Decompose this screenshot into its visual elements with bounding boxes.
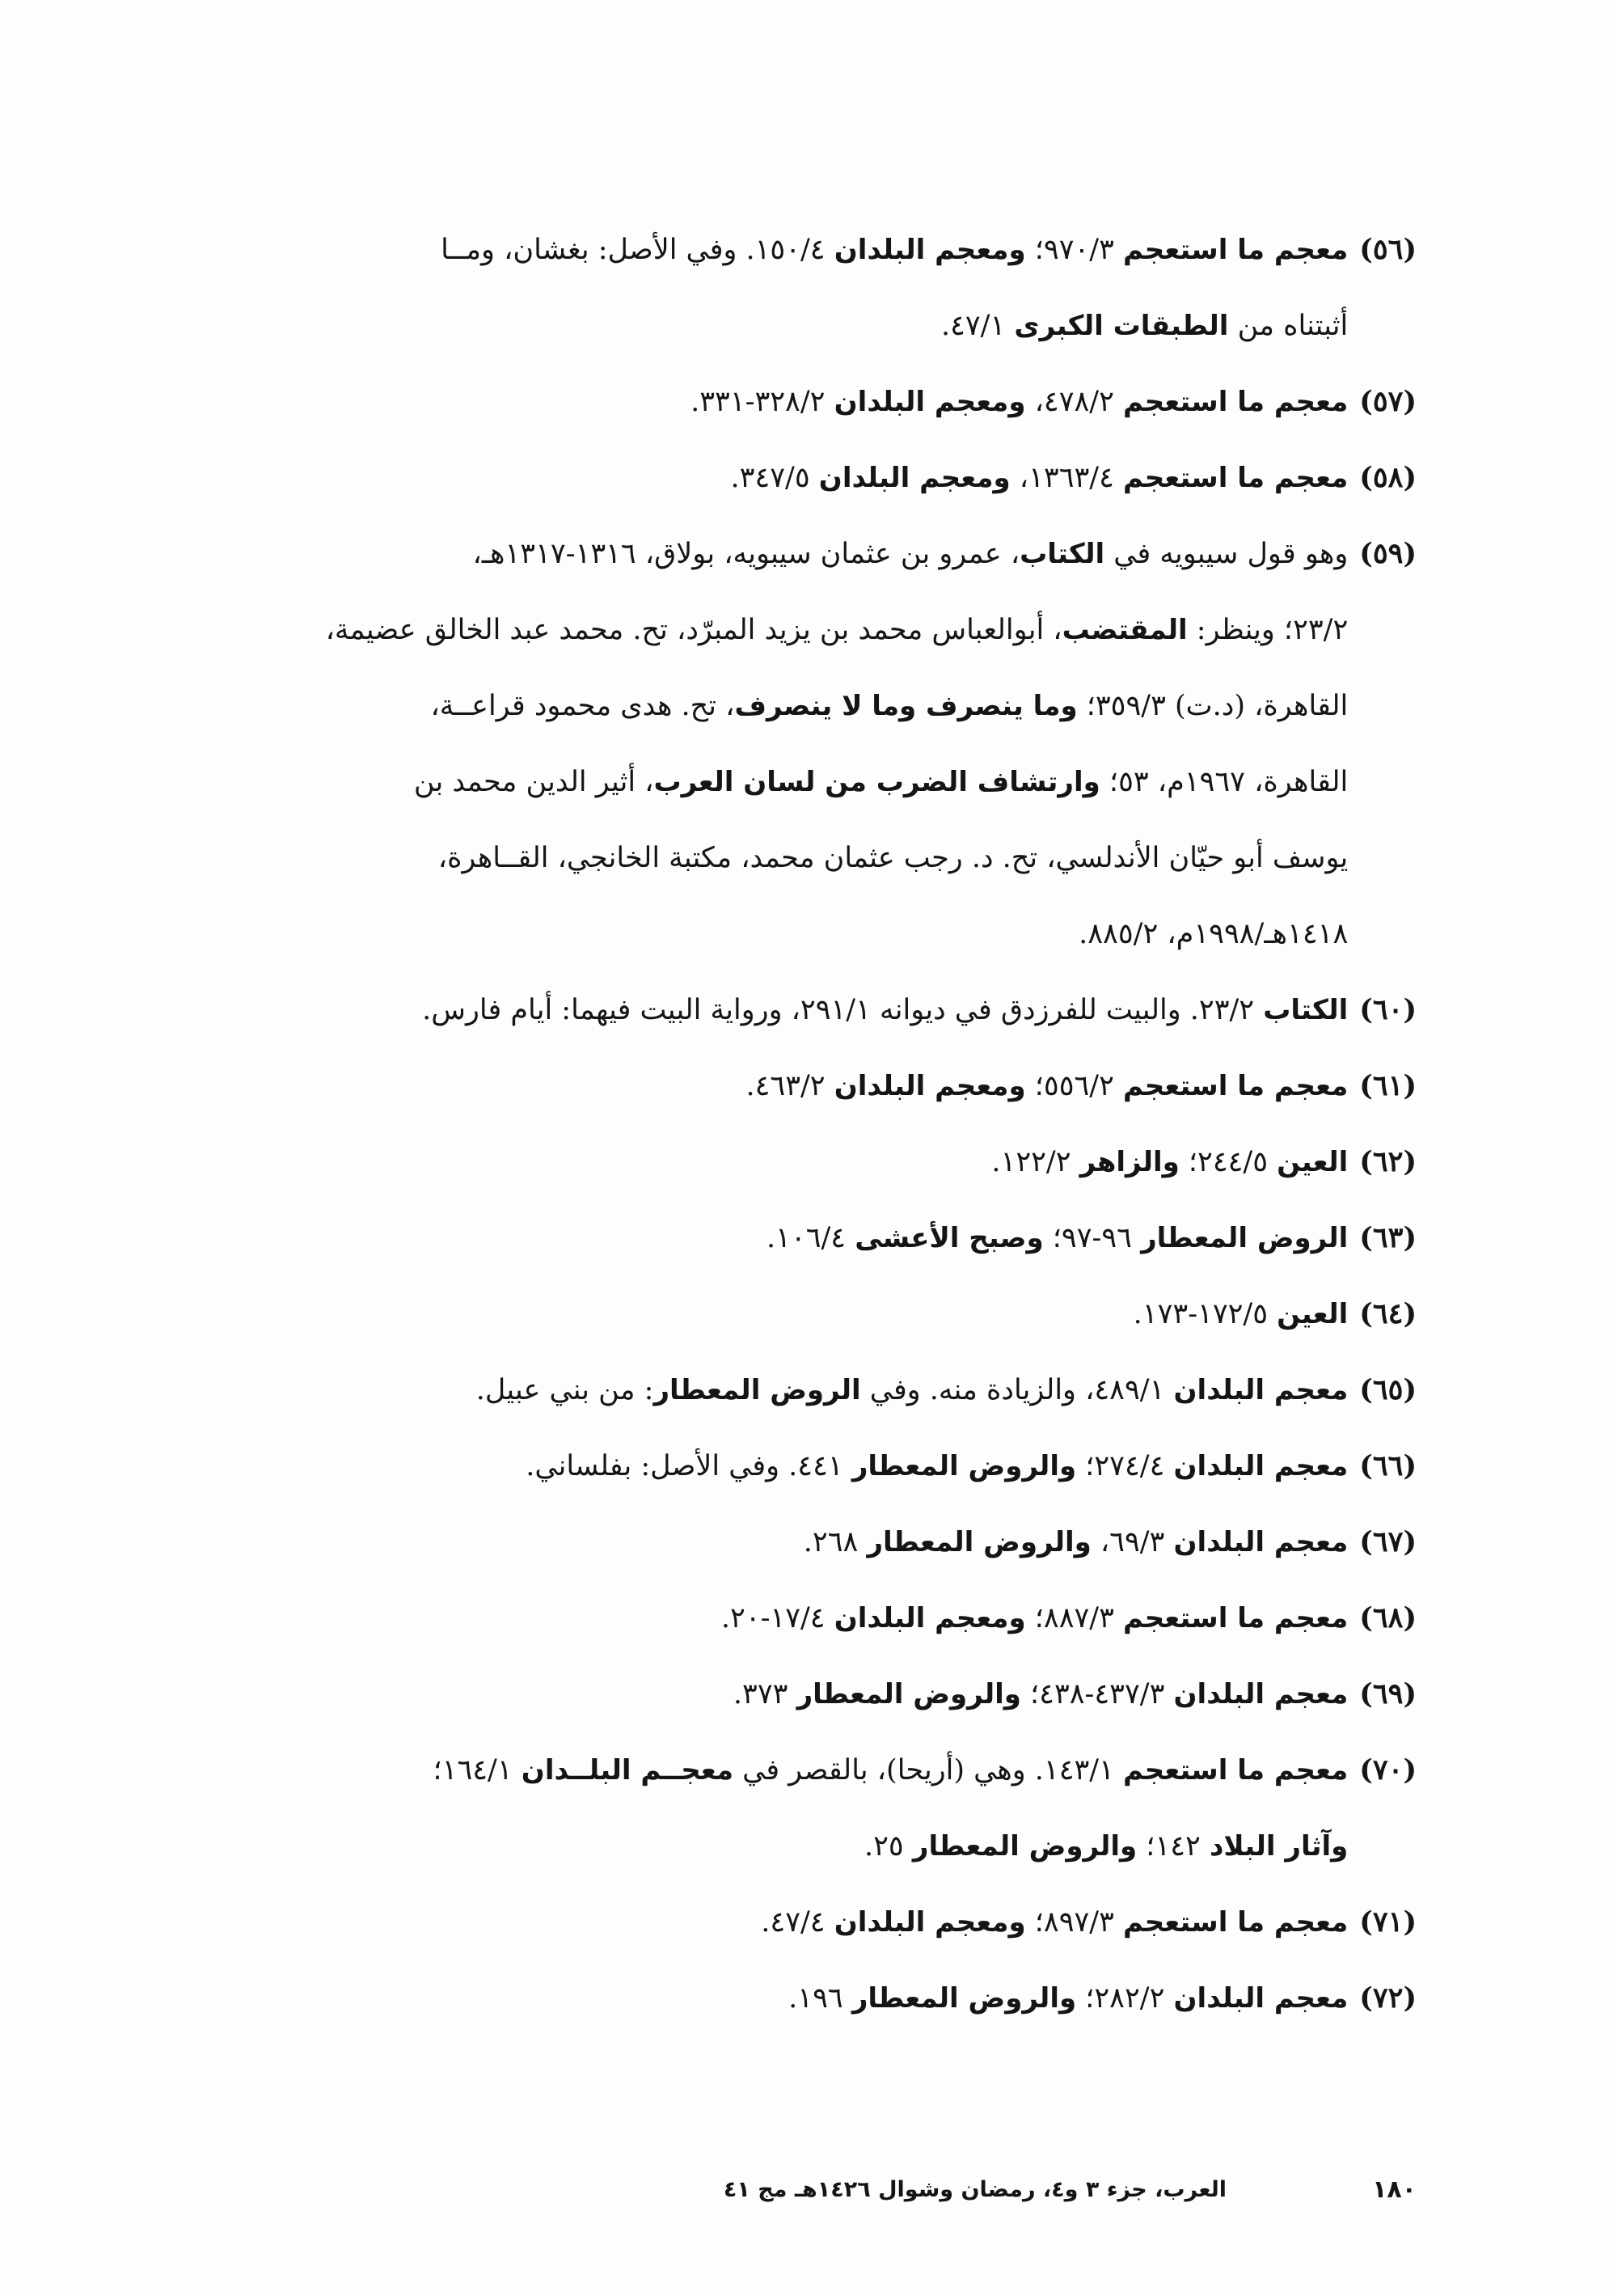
footnote-continuation — [171, 288, 1417, 364]
footnote — [171, 1960, 1417, 2036]
source-title: والروض المعطار — [912, 1830, 1138, 1863]
footnote — [171, 212, 1417, 288]
citation-text: القاهرة، (د.ت) ٣٥٩/٣؛ — [1077, 690, 1349, 722]
footnote-text — [171, 1884, 1348, 1960]
source-title: وارتشاف الضرب من لسان العرب — [653, 766, 1100, 798]
footnote-text — [171, 1656, 1348, 1732]
source-title: ومعجم البلدان — [834, 234, 1026, 266]
footnote-number: (٧١) — [1359, 1905, 1417, 1939]
citation-text: ٦٩/٣، — [1091, 1526, 1174, 1558]
source-title: معجم ما استعجم — [1123, 1070, 1349, 1102]
footnote — [171, 1048, 1417, 1124]
footnote — [171, 1580, 1417, 1656]
footnote-number: (٧٢) — [1359, 1981, 1417, 2015]
source-title: العين — [1277, 1146, 1349, 1178]
source-title: ومعجم البلدان — [834, 1602, 1026, 1634]
citation-text: ٢٣/٢. والبيت للفرزدق في ديوانه ٢٩١/١، ورواية البيت فيهما: أيام فارس. — [422, 994, 1264, 1026]
footnote-number: (٦٠) — [1359, 993, 1417, 1026]
footnote — [171, 1200, 1417, 1276]
source-title: معجم ما استعجم — [1123, 462, 1349, 494]
source-title: معجم ما استعجم — [1123, 1906, 1349, 1939]
citation-text: ٢٥. — [864, 1830, 913, 1863]
footnote — [171, 1276, 1417, 1352]
citation-text: ٣٤٧/٥. — [730, 462, 819, 494]
citation-text: ١٩٦. — [788, 1982, 852, 2015]
citation-text: ٤٧/٤. — [761, 1906, 834, 1939]
citation-text: ١٤١٨هـ/١٩٩٨م، ٨٨٥/٢. — [1079, 918, 1349, 950]
source-title: والروض المعطار — [851, 1450, 1077, 1482]
footnote-text — [171, 1580, 1348, 1656]
citation-text: ٢٧٤/٤؛ — [1076, 1450, 1174, 1482]
footnote — [171, 1504, 1417, 1580]
citation-text: ٢٦٨. — [803, 1526, 868, 1558]
source-title: ومعجم البلدان — [818, 462, 1011, 494]
citation-text: ٤٨٩/١، والزيادة منه. وفي — [860, 1374, 1174, 1406]
source-title: المقتضب — [1062, 614, 1188, 646]
footnote-continuation — [171, 592, 1417, 668]
footnote — [171, 1428, 1417, 1504]
source-title: ومعجم البلدان — [834, 1070, 1026, 1102]
footnote-text — [171, 1504, 1348, 1580]
citation-text: ٤٦٣/٢. — [745, 1070, 834, 1102]
footnote-text — [171, 1352, 1348, 1428]
footnote-text — [171, 668, 1348, 744]
footnote-number: (٦٣) — [1359, 1221, 1417, 1254]
citation-text: ، تح. هدى محمود قراعــة، — [430, 690, 735, 722]
citation-text: ، أبوالعباس محمد بن يزيد المبرّد، تح. محمد عبد الخالق عضيمة، — [325, 614, 1062, 646]
footnote-text — [171, 288, 1348, 364]
citation-text: ٤٤١. وفي الأصل: بفلساني. — [526, 1450, 852, 1482]
citation-text: ٣٧٣. — [733, 1678, 797, 1710]
source-title: معجم ما استعجم — [1123, 1602, 1349, 1634]
footnote-number: (٦٨) — [1359, 1601, 1417, 1634]
citation-text: ١٥٠/٤. وفي الأصل: بغشان، ومــا — [441, 234, 834, 266]
citation-text: ٤٧/١. — [940, 310, 1015, 342]
source-title: العين — [1277, 1298, 1349, 1330]
source-title: ومعجم البلدان — [834, 1906, 1026, 1939]
footnote-text — [171, 1048, 1348, 1124]
footnote — [171, 1656, 1417, 1732]
citation-text: يوسف أبو حيّان الأندلسي، تح. د. رجب عثمان محمد، مكتبة الخانجي، القــاهرة، — [437, 842, 1349, 874]
footnote-number: (٥٧) — [1359, 385, 1417, 418]
source-title: الروض المعطار — [653, 1374, 861, 1406]
citation-text: ، أثير الدين محمد بن — [413, 766, 654, 798]
source-title: معجم البلدان — [1173, 1678, 1349, 1710]
footnote-text — [171, 1428, 1348, 1504]
citation-text: ٣٢٨/٢-٣٣١. — [690, 386, 834, 418]
footnote-number: (٥٩) — [1359, 537, 1417, 570]
footnote — [171, 972, 1417, 1048]
footnote-continuation — [171, 1808, 1417, 1884]
citation-text: ١٢٢/٢. — [991, 1146, 1080, 1178]
source-title: الروض المعطار — [1141, 1222, 1349, 1254]
footnote — [171, 1124, 1417, 1200]
citation-text: ٤٧٨/٢، — [1025, 386, 1124, 418]
source-title: معجم ما استعجم — [1123, 386, 1349, 418]
citation-text: ٤٣٧/٣-٤٣٨؛ — [1020, 1678, 1174, 1710]
source-title: وما ينصرف وما لا ينصرف — [734, 690, 1078, 722]
citation-text: ٩٦-٩٧؛ — [1043, 1222, 1142, 1254]
footnote-number: (٦٧) — [1359, 1525, 1417, 1558]
footnote — [171, 516, 1417, 592]
source-title: والروض المعطار — [867, 1526, 1092, 1558]
footnote-text — [171, 440, 1348, 516]
footnote-number: (٦٥) — [1359, 1373, 1417, 1406]
citation-text: ٢٣/٢؛ وينظر: — [1187, 614, 1349, 646]
footnote-text — [171, 896, 1348, 972]
citation-text: وهو قول سيبويه في — [1104, 538, 1349, 570]
citation-text: أثبتناه من — [1228, 310, 1349, 342]
footnote-text — [171, 1808, 1348, 1884]
footnote — [171, 1352, 1417, 1428]
citation-text: ١٧/٤-٢٠. — [720, 1602, 834, 1634]
source-title: معجم البلدان — [1173, 1450, 1349, 1482]
footnote-number: (٦٤) — [1359, 1297, 1417, 1330]
footnote-text — [171, 744, 1348, 820]
footnote-number: (٧٠) — [1359, 1753, 1417, 1786]
source-title: معجم ما استعجم — [1123, 234, 1349, 266]
footnote-continuation — [171, 820, 1417, 896]
footnote-number: (٦٩) — [1359, 1677, 1417, 1710]
citation-text: ٨٩٧/٣؛ — [1025, 1906, 1124, 1939]
citation-text: ١٠٦/٤. — [766, 1222, 855, 1254]
footnote-text — [171, 1200, 1348, 1276]
citation-text: : من بني عبيل. — [475, 1374, 654, 1406]
citation-text: ٩٧٠/٣؛ — [1025, 234, 1124, 266]
footnote-text — [171, 212, 1348, 288]
footnote-text — [171, 1124, 1348, 1200]
footnote-text — [171, 1732, 1348, 1808]
footnote-number: (٥٦) — [1359, 233, 1417, 266]
citation-text: ٨٨٧/٣؛ — [1025, 1602, 1124, 1634]
source-title: معجم البلدان — [1173, 1374, 1349, 1406]
citation-text: القاهرة، ١٩٦٧م، ٥٣؛ — [1100, 766, 1349, 798]
source-title: وآثار البلاد — [1209, 1830, 1349, 1863]
footnote-number: (٥٨) — [1359, 461, 1417, 494]
source-title: معجــم البلــدان — [521, 1754, 734, 1786]
footnote-number: (٦٢) — [1359, 1145, 1417, 1178]
source-title: معجم ما استعجم — [1123, 1754, 1349, 1786]
footnote-continuation — [171, 744, 1417, 820]
footnote — [171, 440, 1417, 516]
citation-text: ٢٤٤/٥؛ — [1179, 1146, 1277, 1178]
footnote-text — [171, 1960, 1348, 2036]
footnote — [171, 364, 1417, 440]
footnote-continuation — [171, 896, 1417, 972]
journal-info: العرب، جزء ٣ و٤، رمضان وشوال ١٤٢٦هـ مج ٤١ — [723, 2177, 1227, 2202]
source-title: الكتاب — [1263, 994, 1349, 1026]
citation-text: ١٤٢؛ — [1137, 1830, 1210, 1863]
citation-text: ١٣٦٣/٤، — [1010, 462, 1124, 494]
footnote-text — [171, 820, 1348, 896]
footnote-text — [171, 972, 1348, 1048]
footnote-text — [171, 516, 1348, 592]
citation-text: ١٤٣/١. وهي (أريحا)، بالقصر في — [733, 1754, 1124, 1786]
footnote-text — [171, 592, 1348, 668]
source-title: معجم البلدان — [1173, 1982, 1349, 2015]
footnote-text — [171, 1276, 1348, 1352]
page-number: ١٨٠ — [1372, 2175, 1417, 2204]
source-title: الكتاب — [1020, 538, 1105, 570]
source-title: والزاهر — [1079, 1146, 1180, 1178]
footnote — [171, 1884, 1417, 1960]
source-title: وصبح الأعشى — [855, 1222, 1044, 1254]
footnotes-list — [171, 212, 1417, 2036]
source-title: معجم البلدان — [1173, 1526, 1349, 1558]
citation-text: ٢٨٢/٢؛ — [1076, 1982, 1174, 2015]
source-title: الطبقات الكبرى — [1014, 310, 1229, 342]
footnote-continuation — [171, 668, 1417, 744]
citation-text: ٥٥٦/٢؛ — [1025, 1070, 1124, 1102]
citation-text: ١٧٢/٥-١٧٣. — [1133, 1298, 1277, 1330]
footnote-number: (٦١) — [1359, 1069, 1417, 1102]
citation-text: ١٦٤/١؛ — [433, 1754, 522, 1786]
footnote-text — [171, 364, 1348, 440]
footnote — [171, 1732, 1417, 1808]
source-title: والروض المعطار — [796, 1678, 1021, 1710]
source-title: والروض المعطار — [851, 1982, 1077, 2015]
source-title: ومعجم البلدان — [834, 386, 1026, 418]
footnote-number: (٦٦) — [1359, 1449, 1417, 1482]
citation-text: ، عمرو بن عثمان سيبويه، بولاق، ١٣١٦-١٣١٧هـ، — [472, 538, 1020, 570]
